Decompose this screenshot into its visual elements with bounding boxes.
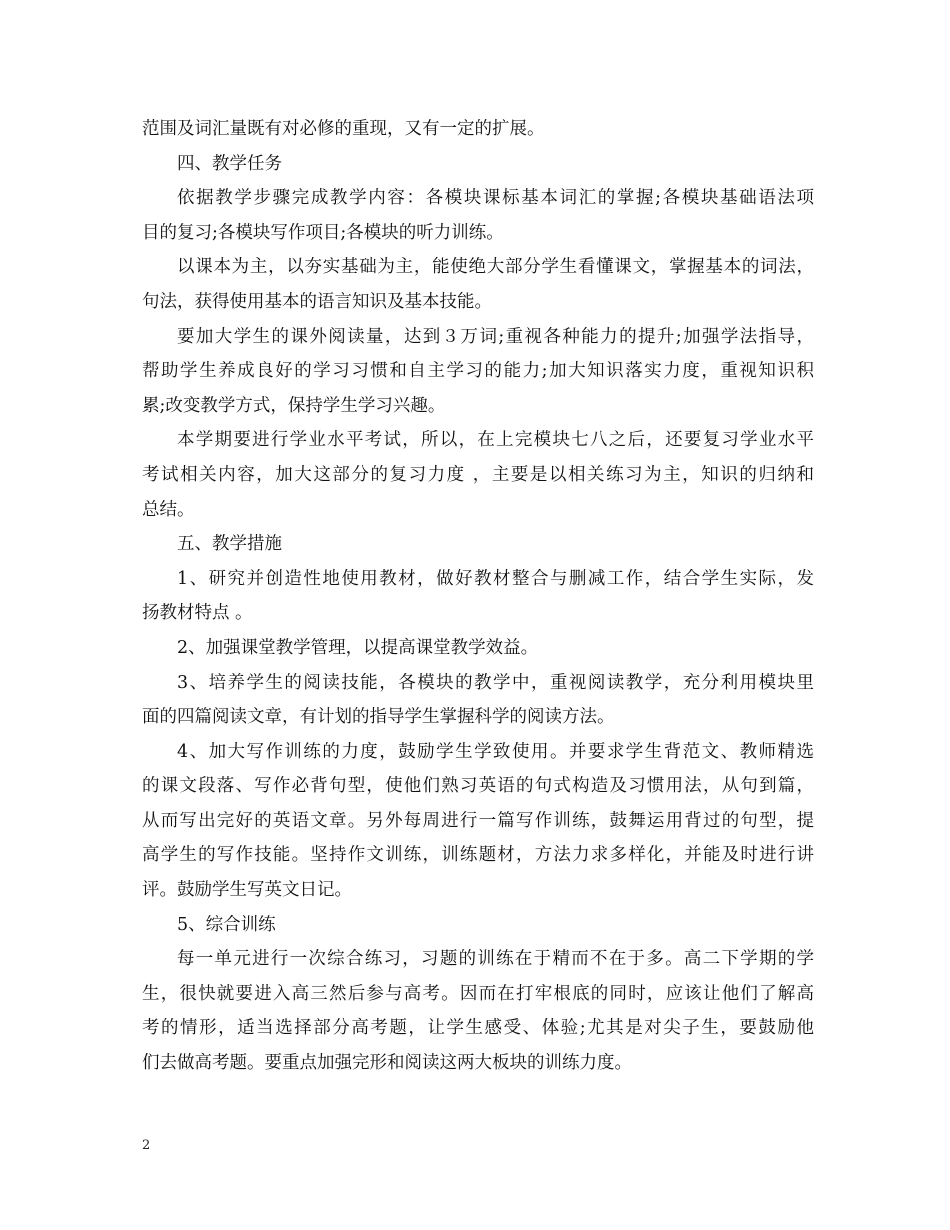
text-line: 扬教材特点 。 bbox=[142, 603, 253, 624]
text-line: 1、研究并创造性地使用教材，做好教材整合与删减工作，结合学生实际，发 bbox=[177, 568, 814, 589]
text-line: 五、教学措施 bbox=[177, 534, 282, 555]
text-line: 总结。 bbox=[142, 499, 195, 520]
text-line: 考的情形，适当选择部分高考题，让学生感受、体验;尤其是对尖子生，要鼓励他 bbox=[142, 1018, 814, 1039]
text-line: 四、教学任务 bbox=[177, 153, 282, 174]
text-line: 2、加强课堂教学管理，以提高课堂教学效益。 bbox=[177, 637, 539, 658]
text-line: 评。鼓励学生写英文日记。 bbox=[142, 880, 352, 901]
text-line: 考试相关内容，加大这部分的复习力度 ，主要是以相关练习为主，知识的归纳和 bbox=[142, 464, 814, 485]
text-line: 从而写出完好的英语文章。另外每周进行一篇写作训练，鼓舞运用背过的句型，提 bbox=[142, 810, 814, 831]
text-line: 帮助学生养成良好的学习习惯和自主学习的能力;加大知识落实力度，重视知识积 bbox=[142, 361, 814, 382]
text-line: 面的四篇阅读文章，有计划的指导学生掌握科学的阅读方法。 bbox=[142, 707, 615, 728]
text-line: 要加大学生的课外阅读量，达到３万词;重视各种能力的提升;加强学法指导， bbox=[177, 326, 814, 347]
text-line: 以课本为主，以夯实基础为主，能使绝大部分学生看懂课文，掌握基本的词法， bbox=[177, 257, 814, 278]
text-line: 们去做高考题。要重点加强完形和阅读这两大板块的训练力度。 bbox=[142, 1053, 632, 1074]
text-line: 目的复习;各模块写作项目;各模块的听力训练。 bbox=[142, 222, 504, 243]
page-number: 2 bbox=[142, 1138, 151, 1153]
text-line: 高学生的写作技能。坚持作文训练，训练题材，方法力求多样化，并能及时进行讲 bbox=[142, 845, 814, 866]
text-line: 生，很快就要进入高三然后参与高考。因而在打牢根底的同时，应该让他们了解高 bbox=[142, 983, 814, 1004]
text-line: 依据教学步骤完成教学内容：各模块课标基本词汇的掌握;各模块基础语法项 bbox=[177, 188, 814, 209]
text-line: 的课文段落、写作必背句型，使他们熟习英语的句式构造及习惯用法，从句到篇， bbox=[142, 776, 814, 797]
text-line: 本学期要进行学业水平考试，所以，在上完模块七八之后，还要复习学业水平 bbox=[177, 430, 814, 451]
text-line: 3、培养学生的阅读技能，各模块的教学中，重视阅读教学，充分利用模块里 bbox=[177, 672, 814, 693]
text-line: 4、加大写作训练的力度，鼓励学生学致使用。并要求学生背范文、教师精选 bbox=[177, 741, 814, 762]
text-line: 范围及词汇量既有对必修的重现，又有一定的扩展。 bbox=[142, 119, 545, 139]
document-body bbox=[142, 112, 814, 1081]
text-line: 句法，获得使用基本的语言知识及基本技能。 bbox=[142, 291, 492, 312]
text-line: 5、综合训练 bbox=[177, 914, 276, 935]
text-line: 累;改变教学方式，保持学生学习兴趣。 bbox=[142, 395, 446, 416]
text-line: 每一单元进行一次综合练习，习题的训练在于精而不在于多。高二下学期的学 bbox=[177, 949, 814, 970]
